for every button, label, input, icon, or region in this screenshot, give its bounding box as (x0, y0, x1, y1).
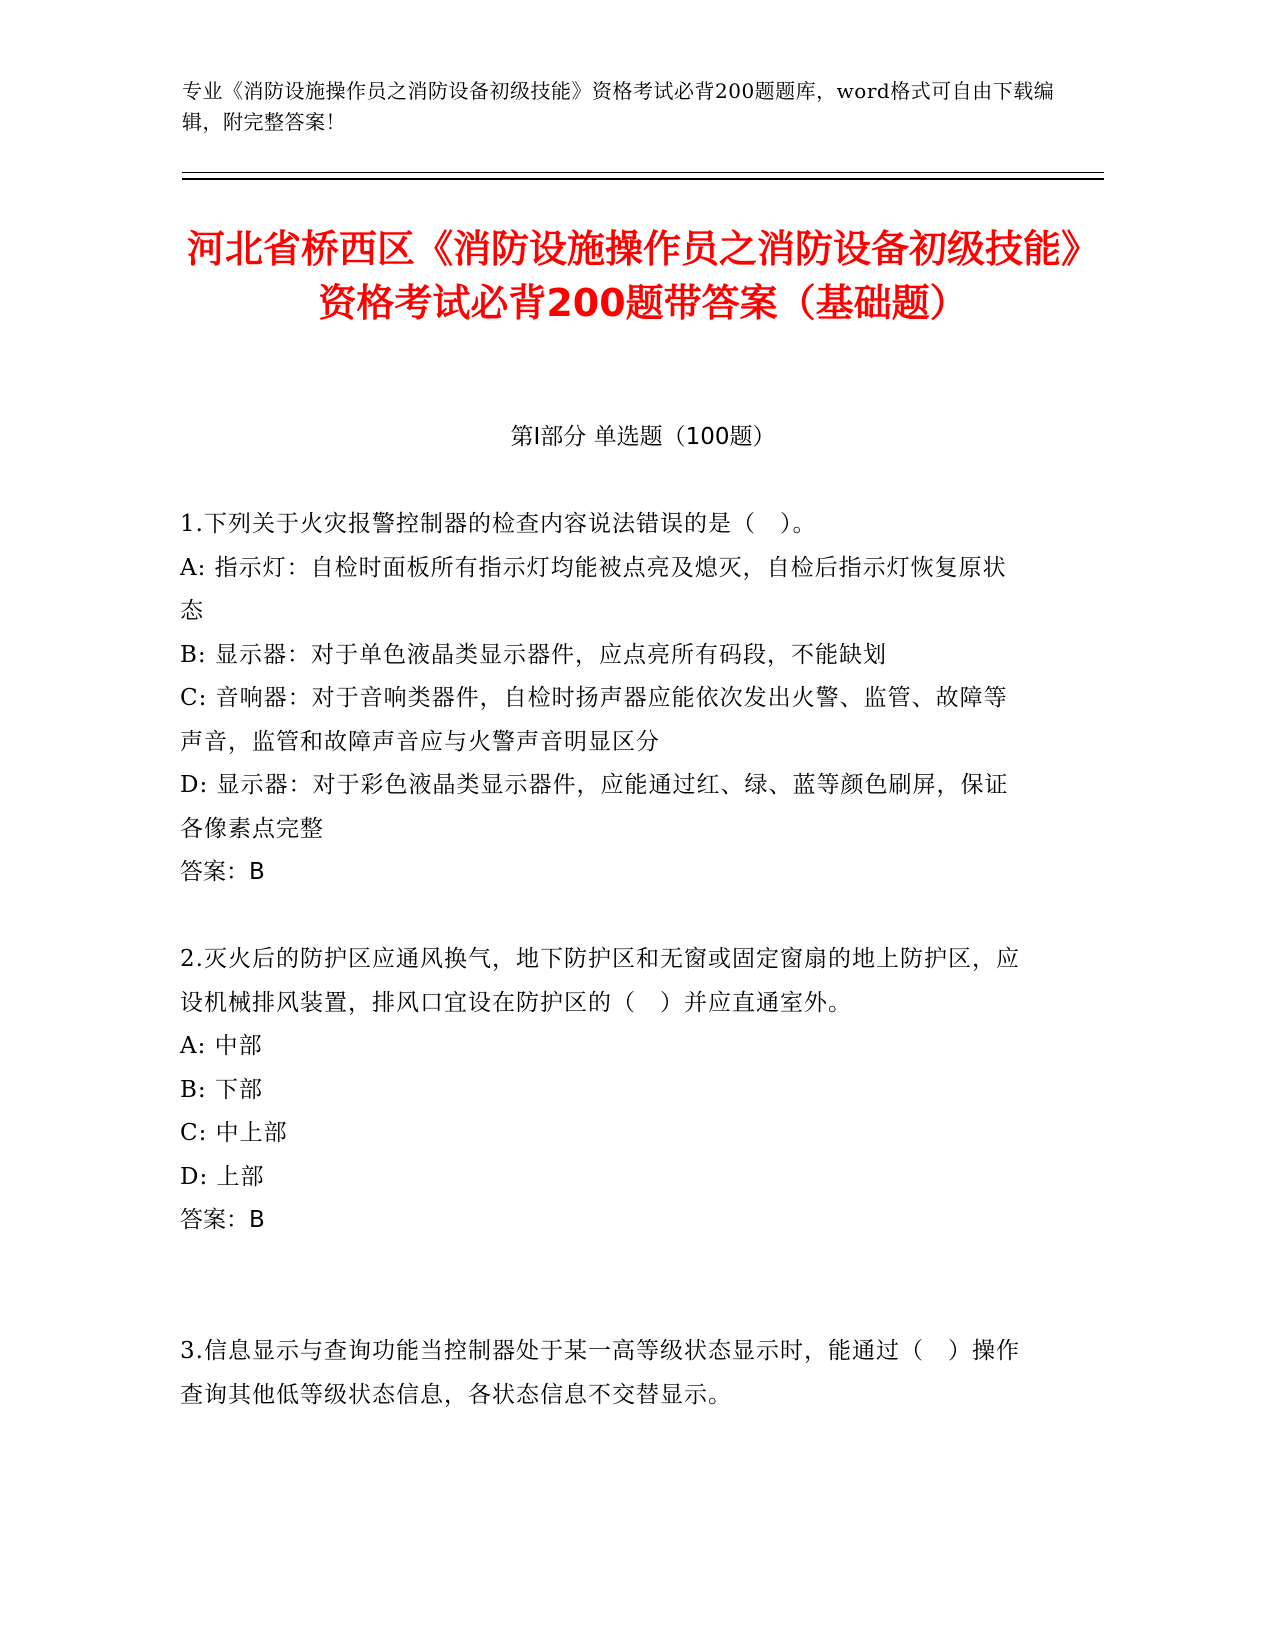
question-stem: 3.信息显示与查询功能当控制器处于某一高等级状态显示时，能通过（ ）操作查询其他低等级状态信息，各状态信息不交替显示。 (180, 1338, 1020, 1408)
answer-label: 答案：B (180, 859, 265, 885)
option-d: D: 显示器：对于彩色液晶类显示器件，应能通过红、绿、蓝等颜色刷屏，保证各像素点完整 (180, 772, 1009, 842)
option-c: C: 中上部 (180, 1120, 288, 1146)
option-b: B: 显示器：对于单色液晶类显示器件，应点亮所有码段，不能缺划 (180, 641, 887, 668)
option-c: C: 音响器：对于音响类器件，自检时扬声器应能依次发出火警、监管、故障等声音，监管和故障声音应与火警声音明显区分 (180, 685, 1008, 755)
section-title: 第Ⅰ部分 单选题（100题） (510, 424, 776, 450)
question-1 (180, 503, 1030, 895)
option-a: A: 中部 (180, 1033, 263, 1059)
option-a: A: 指示灯：自检时面板所有指示灯均能被点亮及熄灭，自检后指示灯恢复原状态 (180, 554, 1007, 624)
header-divider-thin (182, 172, 1104, 173)
question-3 (180, 1330, 1030, 1417)
option-d: D: 上部 (180, 1163, 265, 1190)
header-divider-thick (182, 178, 1104, 180)
answer-label: 答案：B (180, 1207, 265, 1233)
question-2 (180, 938, 1030, 1243)
header-note: 专业《消防设施操作员之消防设备初级技能》资格考试必背200题题库，word格式可自由下载编辑，附完整答案！ (182, 79, 1055, 134)
option-b: B: 下部 (180, 1076, 263, 1103)
question-stem: 1.下列关于火灾报警控制器的检查内容说法错误的是（ ）。 (180, 511, 817, 537)
question-stem: 2.灭火后的防护区应通风换气，地下防护区和无窗或固定窗扇的地上防护区，应设机械排风装置，排风口宜设在防护区的（ ）并应直通室外。 (180, 946, 1020, 1016)
document-title: 河北省桥西区《消防设施操作员之消防设备初级技能》资格考试必背200题带答案（基础题） (186, 227, 1099, 325)
